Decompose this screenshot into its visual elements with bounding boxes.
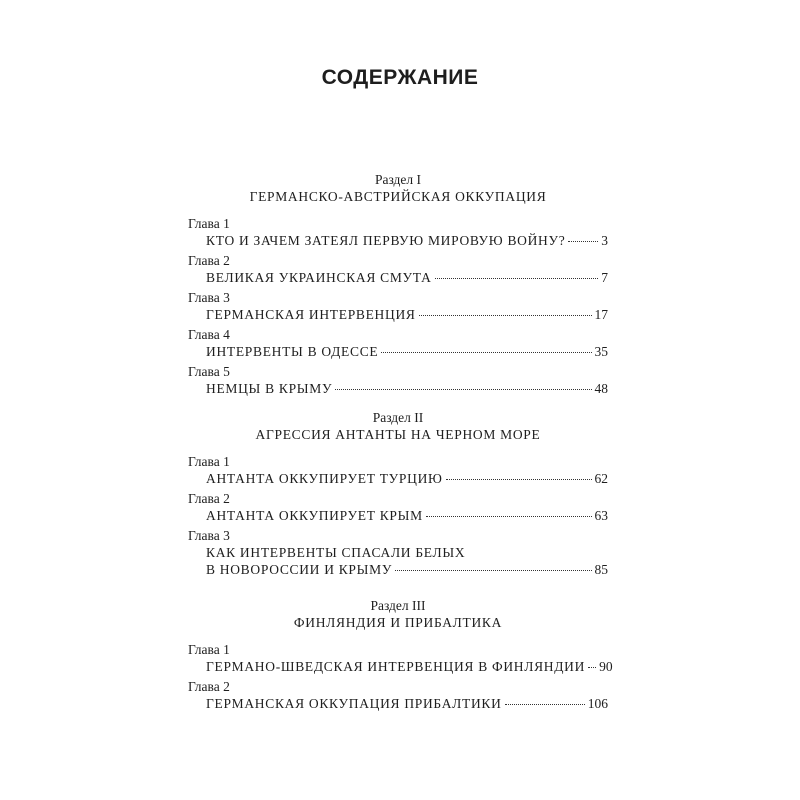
section-label: Раздел III bbox=[370, 598, 426, 613]
chapter-label: Глава 2 bbox=[188, 491, 230, 506]
chapter-title: НЕМЦЫ В КРЫМУ bbox=[206, 381, 333, 396]
section-title: ГЕРМАНСКО-АВСТРИЙСКАЯ ОККУПАЦИЯ bbox=[249, 189, 547, 204]
toc-entry bbox=[188, 216, 608, 249]
chapter-title: ГЕРМАНО-ШВЕДСКАЯ ИНТЕРВЕНЦИЯ В ФИНЛЯНДИИ bbox=[206, 659, 586, 674]
section-3 bbox=[188, 598, 613, 712]
page-number: 48 bbox=[594, 381, 608, 396]
chapter-title: ГЕРМАНСКАЯ ОККУПАЦИЯ ПРИБАЛТИКИ bbox=[206, 696, 502, 711]
section-1 bbox=[188, 172, 608, 410]
chapter-title: ВЕЛИКАЯ УКРАИНСКАЯ СМУТА bbox=[206, 270, 432, 285]
table-of-contents bbox=[188, 172, 613, 712]
chapter-label: Глава 1 bbox=[188, 642, 230, 657]
toc-entry bbox=[188, 454, 608, 487]
dot-leader bbox=[588, 667, 596, 668]
toc-entry bbox=[188, 253, 608, 286]
page-number: 63 bbox=[594, 508, 608, 523]
chapter-title: АНТАНТА ОККУПИРУЕТ ТУРЦИЮ bbox=[206, 471, 443, 486]
section-title: АГРЕССИЯ АНТАНТЫ НА ЧЕРНОМ МОРЕ bbox=[255, 427, 541, 442]
chapter-title-line1: КАК ИНТЕРВЕНТЫ СПАСАЛИ БЕЛЫХ bbox=[206, 545, 466, 560]
section-2 bbox=[188, 410, 608, 598]
chapter-title: В НОВОРОССИИ И КРЫМУ bbox=[206, 562, 393, 577]
page-number: 106 bbox=[587, 696, 608, 711]
section-label: Раздел I bbox=[374, 172, 422, 187]
chapter-label: Глава 3 bbox=[188, 290, 230, 305]
page-number: 7 bbox=[601, 270, 608, 285]
page-number: 62 bbox=[594, 471, 608, 486]
chapter-title: АНТАНТА ОККУПИРУЕТ КРЫМ bbox=[206, 508, 423, 523]
page-number: 85 bbox=[594, 562, 608, 577]
chapter-label: Глава 1 bbox=[188, 216, 230, 231]
section-title: ФИНЛЯНДИЯ И ПРИБАЛТИКА bbox=[293, 615, 503, 630]
dot-leader bbox=[419, 315, 592, 316]
toc-entry bbox=[188, 679, 608, 712]
toc-entry bbox=[188, 528, 608, 578]
dot-leader bbox=[435, 278, 599, 279]
page-number: 17 bbox=[594, 307, 608, 322]
chapter-label: Глава 5 bbox=[188, 364, 230, 379]
dot-leader bbox=[426, 516, 592, 517]
page-title: СОДЕРЖАНИЕ bbox=[321, 66, 479, 89]
page-number: 3 bbox=[601, 233, 608, 248]
chapter-title: КТО И ЗАЧЕМ ЗАТЕЯЛ ПЕРВУЮ МИРОВУЮ ВОЙНУ? bbox=[206, 233, 566, 248]
toc-entry bbox=[188, 491, 608, 524]
section-label: Раздел II bbox=[372, 410, 424, 425]
chapter-label: Глава 3 bbox=[188, 528, 230, 543]
chapter-label: Глава 1 bbox=[188, 454, 230, 469]
chapter-label: Глава 4 bbox=[188, 327, 230, 342]
dot-leader bbox=[395, 570, 591, 571]
chapter-title: ГЕРМАНСКАЯ ИНТЕРВЕНЦИЯ bbox=[206, 307, 416, 322]
chapter-label: Глава 2 bbox=[188, 679, 230, 694]
toc-entry bbox=[188, 364, 608, 397]
dot-leader bbox=[446, 479, 592, 480]
page-number: 90 bbox=[599, 659, 613, 674]
toc-entry bbox=[188, 642, 613, 675]
dot-leader bbox=[505, 704, 585, 705]
toc-entry bbox=[188, 290, 608, 323]
toc-entry bbox=[188, 327, 608, 360]
chapter-label: Глава 2 bbox=[188, 253, 230, 268]
dot-leader bbox=[335, 389, 591, 390]
dot-leader bbox=[381, 352, 591, 353]
page-number: 35 bbox=[594, 344, 608, 359]
chapter-title: ИНТЕРВЕНТЫ В ОДЕССЕ bbox=[206, 344, 379, 359]
dot-leader bbox=[568, 241, 598, 242]
